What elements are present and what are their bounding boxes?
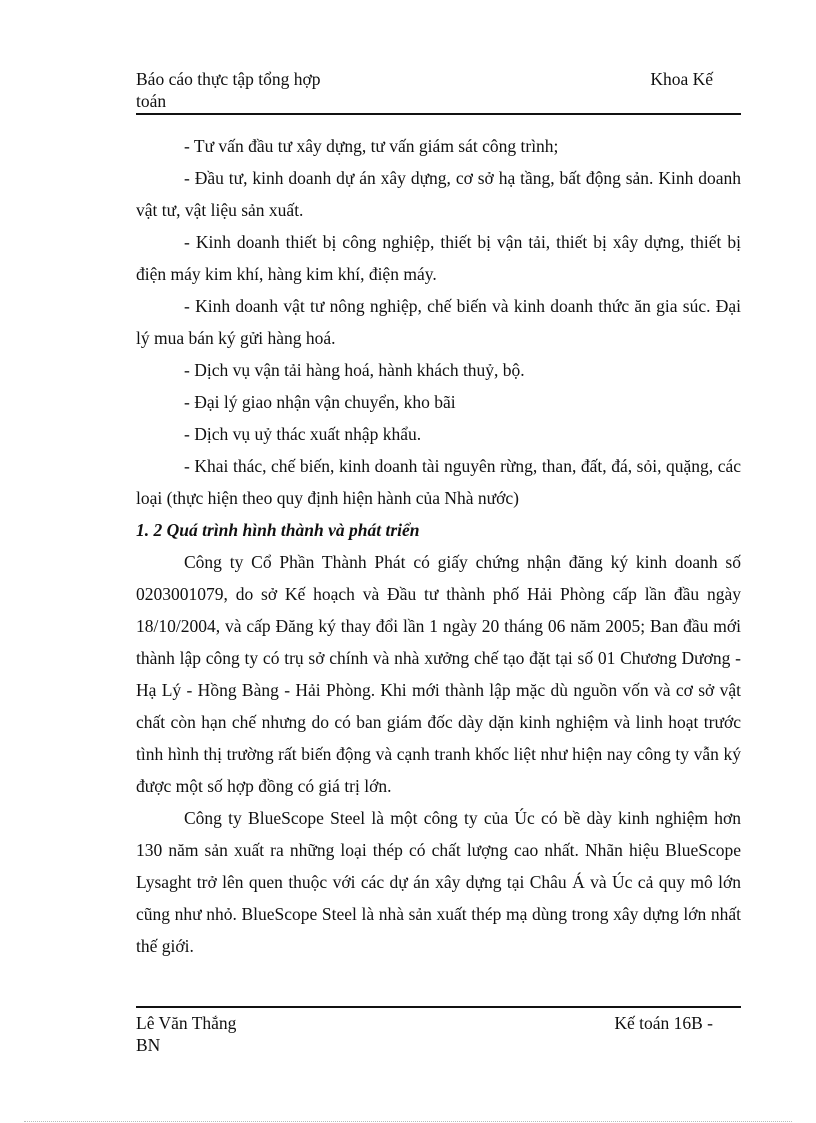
footer-rule bbox=[136, 1006, 741, 1008]
page-body bbox=[136, 130, 741, 962]
page-bottom-dotted-line bbox=[24, 1121, 792, 1122]
footer-class: Kế toán 16B - bbox=[614, 1013, 713, 1033]
paragraph-item: - Dịch vụ vận tải hàng hoá, hành khách thuỷ, bộ. bbox=[184, 360, 525, 380]
header-department: Khoa Kế bbox=[650, 69, 713, 89]
section-paragraph: Công ty Cổ Phần Thành Phát có giấy chứng nhận đăng ký kinh doanh số 0203001079, do sở Kế hoạch và Đầu tư thành phố Hải Phòng cấp lần đầu ngày 18/10/2004, và cấp Đăng ký thay đổi lần 1 ngày 20 tháng 06 năm 2005; Ban đầu mới thành lập công ty có trụ sở chính và nhà xưởng chế tạo đặt tại số 01 Chương Dương - Hạ Lý - Hồng Bàng - Hải Phòng. Khi mới thành lập mặc dù nguồn vốn và cơ sở vật chất còn hạn chế nhưng do có ban giám đốc dày dặn kinh nghiệm và linh hoạt trước tình hình thị trường rất biến động và cạnh tranh khốc liệt như hiện nay công ty vẫn ký được một số hợp đồng có giá trị lớn. bbox=[136, 552, 741, 796]
footer-class-cont: BN bbox=[136, 1035, 161, 1055]
paragraph-item: - Khai thác, chế biến, kinh doanh tài nguyên rừng, than, đất, đá, sỏi, quặng, các loại (thực hiện theo quy định hiện hành của Nhà nước) bbox=[136, 456, 741, 508]
paragraph-item: - Dịch vụ uỷ thác xuất nhập khẩu. bbox=[184, 424, 422, 444]
paragraph-item: - Đầu tư, kinh doanh dự án xây dựng, cơ sở hạ tầng, bất động sản. Kinh doanh vật tư, vật liệu sản xuất. bbox=[136, 168, 741, 220]
page-header bbox=[136, 68, 741, 112]
section-paragraph: Công ty BlueScope Steel là một công ty của Úc có bề dày kinh nghiệm hơn 130 năm sản xuất ra những loại thép có chất lượng cao nhất. Nhãn hiệu BlueScope Lysaght trở lên quen thuộc với các dự án xây dựng tại Châu Á và Úc cả quy mô lớn cũng như nhỏ. BlueScope Steel là nhà sản xuất thép mạ dùng trong xây dựng lớn nhất thế giới. bbox=[136, 808, 741, 956]
footer-author: Lê Văn Thắng bbox=[136, 1013, 237, 1033]
header-report-title: Báo cáo thực tập tổng hợp bbox=[136, 69, 321, 89]
header-department-cont: toán bbox=[136, 91, 167, 111]
page-footer bbox=[136, 1012, 741, 1056]
header-rule bbox=[136, 113, 741, 115]
paragraph-item: - Đại lý giao nhận vận chuyển, kho bãi bbox=[184, 392, 456, 412]
section-heading: 1. 2 Quá trình hình thành và phát triển bbox=[136, 520, 420, 540]
paragraph-item: - Kinh doanh thiết bị công nghiệp, thiết bị vận tải, thiết bị xây dựng, thiết bị điện máy kim khí, hàng kim khí, điện máy. bbox=[136, 232, 741, 284]
paragraph-item: - Kinh doanh vật tư nông nghiệp, chế biến và kinh doanh thức ăn gia súc. Đại lý mua bán ký gửi hàng hoá. bbox=[136, 296, 741, 348]
paragraph-item: - Tư vấn đầu tư xây dựng, tư vấn giám sát công trình; bbox=[184, 136, 559, 156]
